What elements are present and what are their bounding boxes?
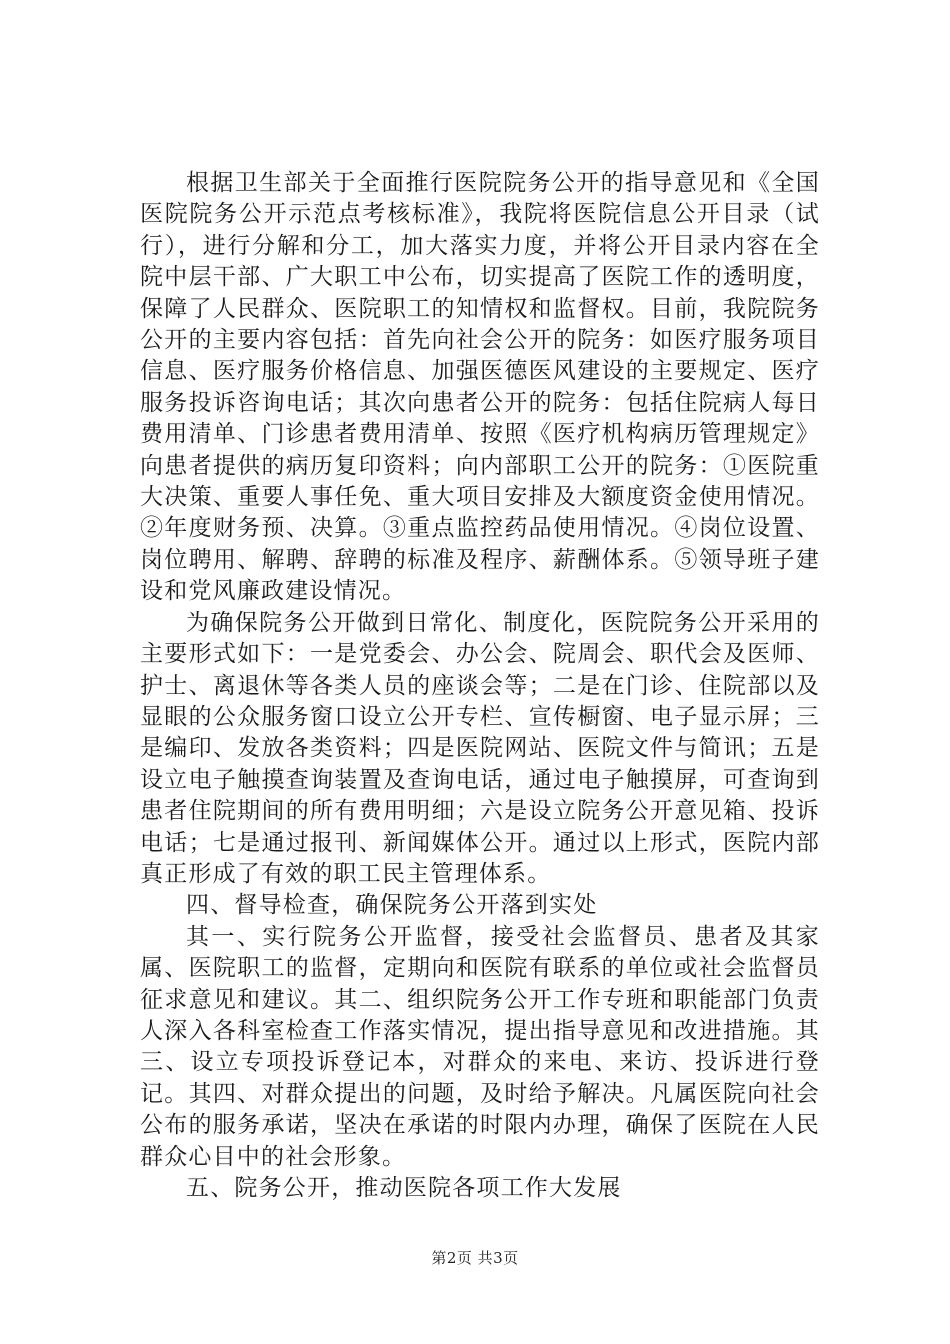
paragraph-disclosure-content: 根据卫生部关于全面推行医院院务公开的指导意见和《全国医院院务公开示范点考核标准》，我院将医院信息公开目录（试行），进行分解和分工，加大落实力度，并将公开目录内容在全院中层干部、广大职工中公布，切实提高了医院工作的透明度，保障了人民群众、医院职工的知情权和监督权。目前，我院院务公开的主要内容包括：首先向社会公开的院务：如医疗服务项目信息、医疗服务价格信息、加强医德医风建设的主要规定、医疗服务投诉咨询电话；其次向患者公开的院务：包括住院病人每日费用清单、门诊患者费用清单、按照《医疗机构病历管理规定》向患者提供的病历复印资料；向内部职工公开的院务：①医院重大决策、重要人事任免、重大项目安排及大额度资金使用情况。②年度财务预、决算。③重点监控药品使用情况。④岗位设置、岗位聘用、解聘、辞聘的标准及程序、薪酬体系。⑤领导班子建设和党风廉政建设情况。 [140,170,820,605]
section-heading-development: 五、院务公开，推动医院各项工作大发展 [186,1175,622,1201]
section-heading-supervision: 四、督导检查，确保院务公开落到实处 [186,892,598,919]
page-number-footer: 第2页 共3页 [431,1249,519,1267]
document-body [140,168,820,1204]
paragraph-disclosure-forms: 为确保院务公开做到日常化、制度化，医院院务公开采用的主要形式如下：一是党委会、办公会、院周会、职代会及医师、护士、离退休等各类人员的座谈会等；二是在门诊、住院部以及显眼的公众服务窗口设立公开专栏、宣传橱窗、电子显示屏；三是编印、发放各类资料；四是医院网站、医院文件与简讯；五是设立电子触摸查询装置及查询电话，通过电子触摸屏，可查询到患者住院期间的所有费用明细；六是设立院务公开意见箱、投诉电话；七是通过报刊、新闻媒体公开。通过以上形式，医院内部真正形成了有效的职工民主管理体系。 [140,609,820,887]
paragraph-supervision-details: 其一、实行院务公开监督，接受社会监督员、患者及其家属、医院职工的监督，定期向和医院有联系的单位或社会监督员征求意见和建议。其二、组织院务公开工作专班和职能部门负责人深入各科室检查工作落实情况，提出指导意见和改进措施。其三、设立专项投诉登记本，对群众的来电、来访、投诉进行登记。其四、对群众提出的问题，及时给予解决。凡属医院向社会公布的服务承诺，坚决在承诺的时限内办理，确保了医院在人民群众心目中的社会形象。 [140,923,820,1170]
